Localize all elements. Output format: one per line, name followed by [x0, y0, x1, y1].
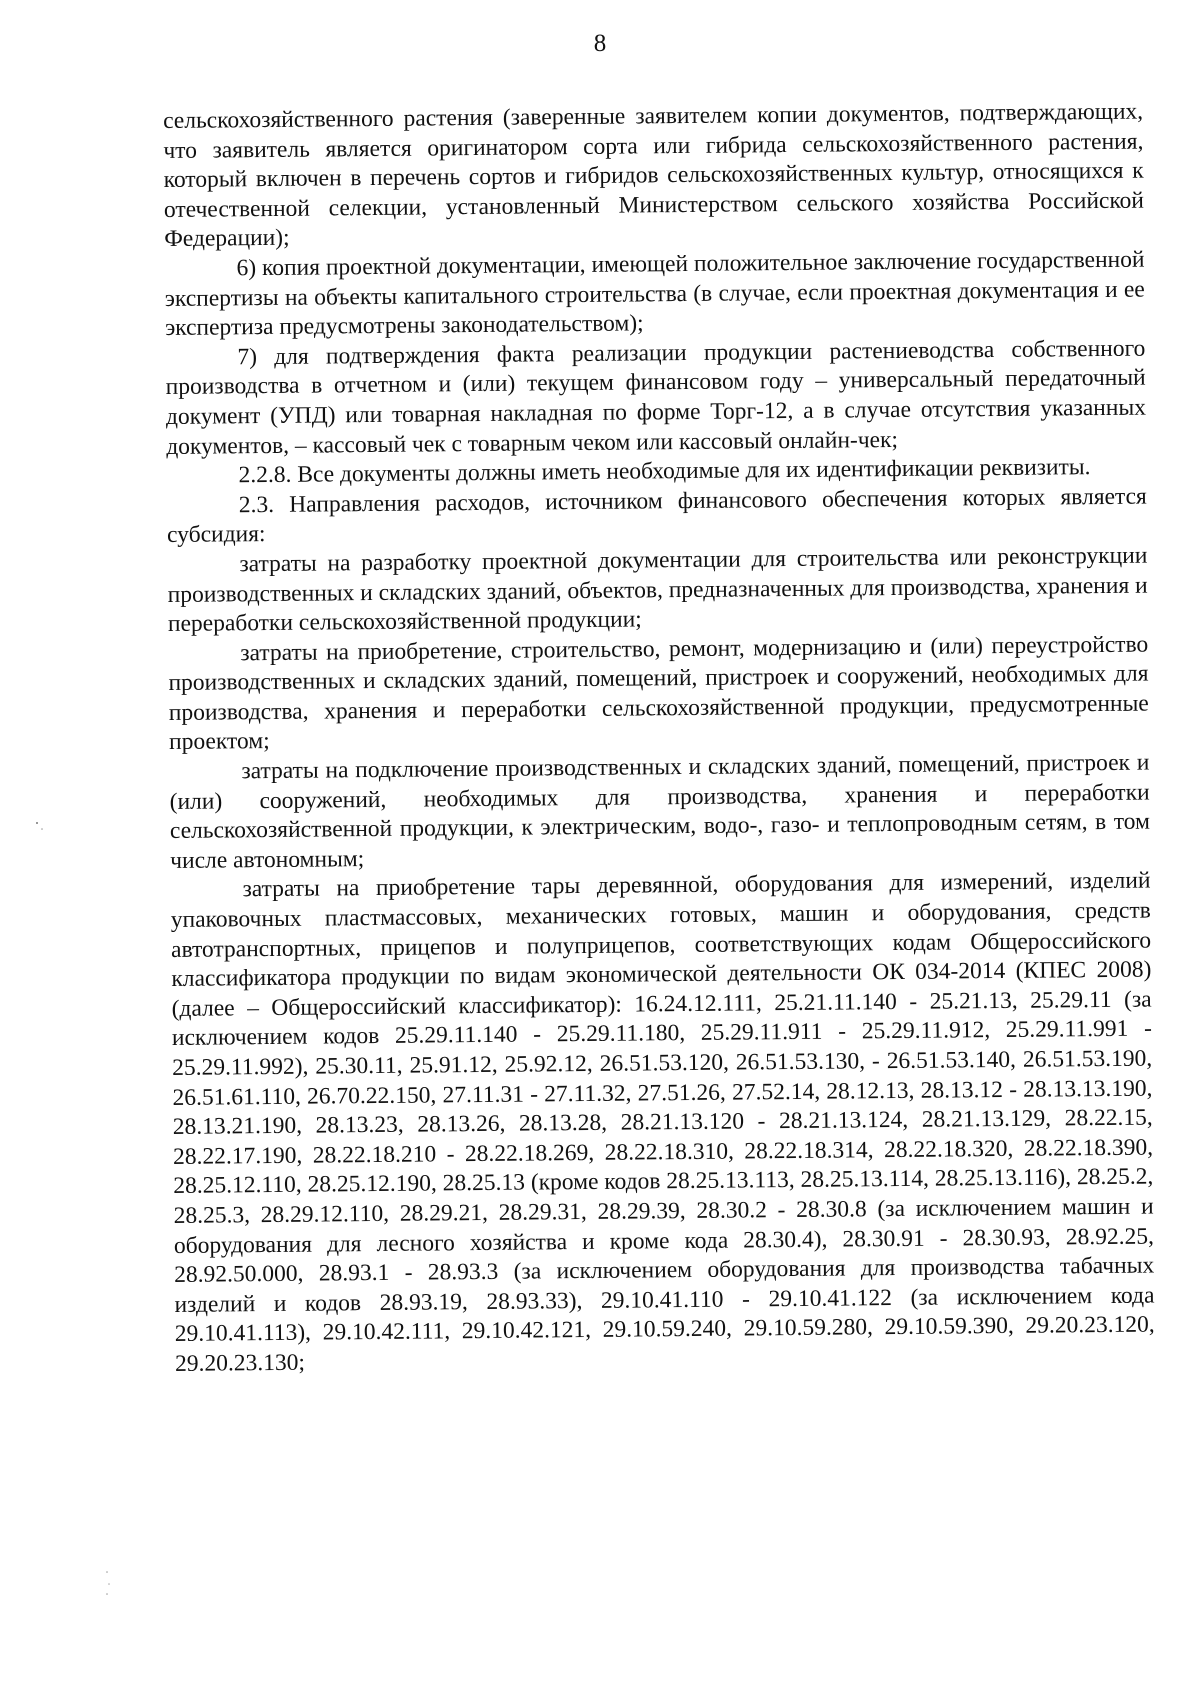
paragraph-item-7: 7) для подтверждения факта реализации продукции растениеводства собственного производства в отчетном и (или) текущем финансовом году – универсальный передаточный документ (УПД) или товарная накладная по форме Торг-12, а в случае отсутствия указанных документов, – кассовый чек с товарным чеком или кассовый онлайн-чек;	[165, 335, 1147, 460]
paragraph-item-6: 6) копия проектной документации, имеющей положительное заключение государственной экспертизы на объекты капитального строительства (в случае, если проектная документация и ее экспертиза предусмотрены законодательством);	[164, 246, 1145, 342]
paragraph-costs-equipment: затраты на приобретение тары деревянной, оборудования для измерений, изделий упаковочных пластмассовых, механических готовых, машин и оборудования, средств автотранспортных, прицепов и полуприцепов, соответствующих кодам Общероссийского классификатора продукции по видам экономической деятельности ОК 034-2014 (КПЕС 2008) (далее – Общероссийский классификатор): 16.24.12.111, 25.21.11.140 - 25.21.13, 25.29.11 (за исключением кодов 25.29.11.140 - 25.29.11.180, 25.29.11.911 - 25.29.11.912, 25.29.11.991 - 25.29.11.992), 25.30.11, 25.91.12, 25.92.12, 26.51.53.120, 26.51.53.130, - 26.51.53.140, 26.51.53.190, 26.51.61.110, 26.70.22.150, 27.11.31 - 27.11.32, 27.51.26, 27.52.14, 28.12.13, 28.13.12 - 28.13.13.190, 28.13.21.190, 28.13.23, 28.13.26, 28.13.28, 28.21.13.120 - 28.21.13.124, 28.21.13.129, 28.22.15, 28.22.17.190, 28.22.18.210 - 28.22.18.269, 28.22.18.310, 28.22.18.314, 28.22.18.320, 28.22.18.390, 28.25.12.110, 28.25.12.190, 28.25.13 (кроме кодов 28.25.13.113, 28.25.13.114, 28.25.13.116), 28.25.2, 28.25.3, 28.29.12.110, 28.29.21, 28.29.31, 28.29.39, 28.30.2 - 28.30.8 (за исключением машин и оборудования для лесного хозяйства и кроме кода 28.30.4), 28.30.91 - 28.30.93, 28.92.25, 28.92.50.000, 28.93.1 - 28.93.3 (за исключением оборудования для производства табачных изделий и кодов 28.93.19, 28.93.33), 29.10.41.110 - 29.10.41.122 (за исключением кода 29.10.41.113), 29.10.42.111, 29.10.42.121, 29.10.59.240, 29.10.59.280, 29.10.59.390, 29.20.23.120, 29.20.23.130;	[170, 867, 1155, 1377]
scan-speck	[104, 1568, 112, 1598]
paragraph-2-2-8: 2.2.8. Все документы должны иметь необходимые для их идентификации реквизиты.	[238, 454, 1091, 489]
page-number: 8	[593, 30, 607, 57]
paragraph-costs-connection: затраты на подключение производственных и складских зданий, помещений, пристроек и (или) сооружений, необходимых для производства, хранения и переработки сельскохозяйственной продукции, к электрическим, водо-, газо- и теплопроводным сетям, в том числе автономным;	[169, 749, 1151, 874]
scan-speck	[34, 820, 46, 832]
paragraph-costs-construction: затраты на приобретение, строительство, ремонт, модернизацию и (или) переустройство производственных и складских зданий, помещений, пристроек и сооружений, необходимых для производства, хранения и переработки сельскохозяйственной продукции, предусмотренные проектом;	[168, 631, 1149, 756]
paragraph-2-3: 2.3. Направления расходов, источником финансового обеспечения которых является субсидия:	[166, 483, 1147, 549]
paragraph-continuation: сельскохозяйственного растения (заверенные заявителем копии документов, подтверждающих, что заявитель является оригинатором сорта или гибрида сельскохозяйственного растения, который включен в перечень сортов и гибридов сельскохозяйственных культур, относящихся к отечественной селекции, установленный Министерством сельского хозяйства Российской Федерации);	[163, 98, 1145, 253]
paragraph-costs-design: затраты на разработку проектной документации для строительства или реконструкции производственных и складских зданий, объектов, предназначенных для производства, хранения и переработки сельскохозяйственной продукции;	[167, 542, 1148, 638]
document-body	[163, 98, 1155, 1380]
